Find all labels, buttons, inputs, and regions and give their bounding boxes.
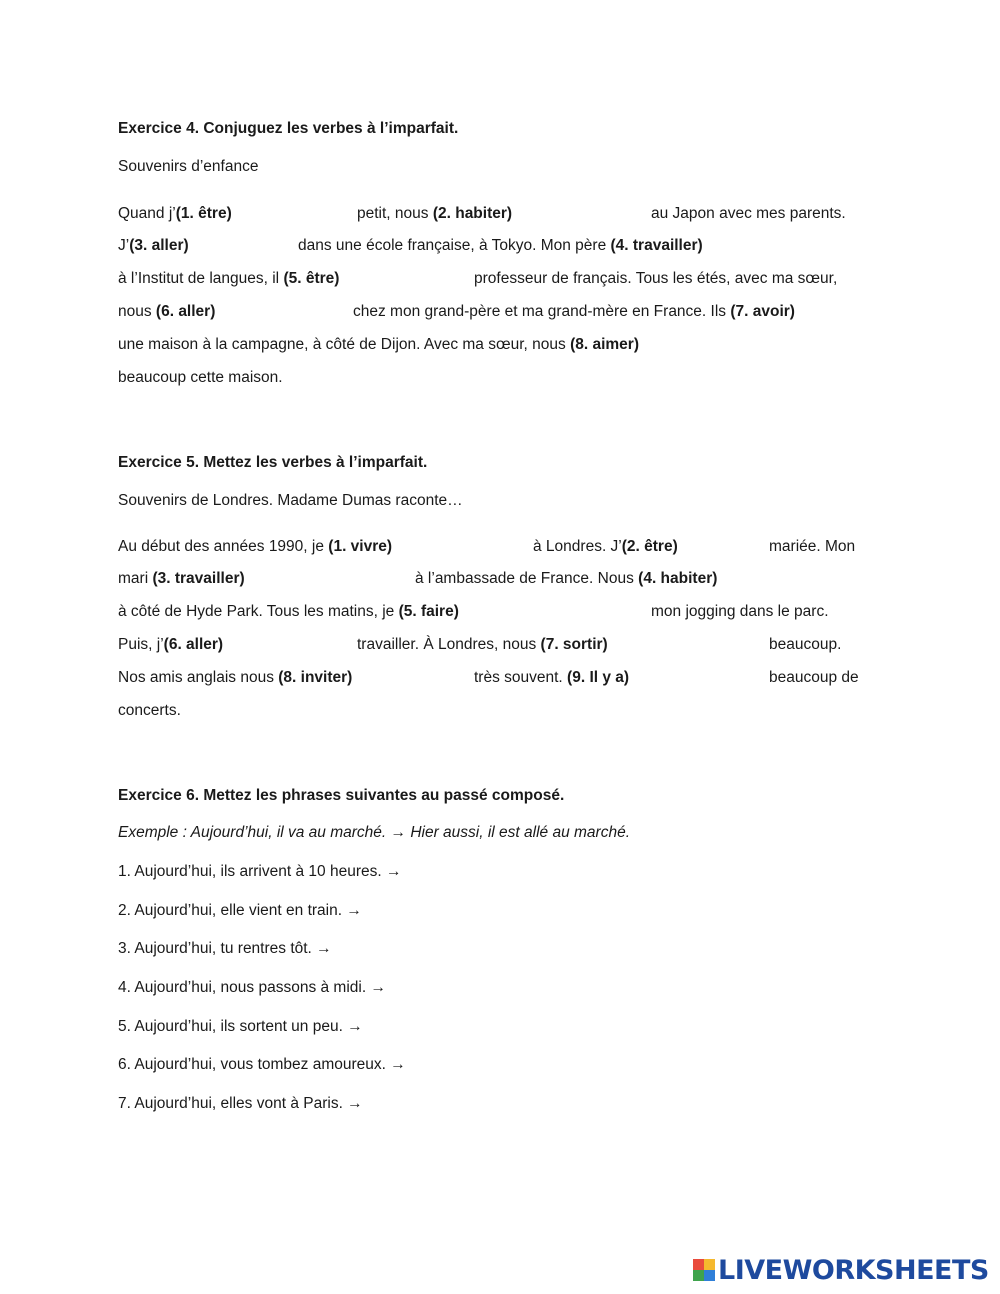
answer-blank[interactable] <box>430 978 870 998</box>
ex5-line-3b: mon jogging dans le parc. <box>651 603 829 620</box>
verb-prompt: (3. aller) <box>129 237 189 254</box>
text: J’ <box>118 237 130 254</box>
ex5-line-4 <box>118 635 223 655</box>
ex5-line-2b <box>415 569 717 589</box>
ex4-line-6: beaucoup cette maison. <box>118 369 283 386</box>
ex6-item: 5. Aujourd’hui, ils sortent un peu. → <box>118 1018 363 1035</box>
ex6-item: 2. Aujourd’hui, elle vient en train. → <box>118 902 362 919</box>
ex5-line-4b <box>357 635 608 655</box>
ex5-line-5 <box>118 668 352 688</box>
logo-square-icon <box>704 1259 715 1270</box>
ex5-line-1b <box>533 537 678 557</box>
text: une maison à la campagne, à côté de Dijon. Avec ma sœur, nous <box>118 336 571 353</box>
verb-prompt: (8. aimer) <box>570 336 639 353</box>
text: à l’Institut de langues, il <box>118 270 284 287</box>
verb-prompt: (9. Il y a) <box>567 669 630 686</box>
answer-blank[interactable] <box>200 236 292 256</box>
text: chez mon grand-père et ma grand-mère en France. Ils <box>353 303 731 320</box>
logo-mark-icon <box>693 1259 715 1281</box>
verb-prompt: (1. vivre) <box>328 538 393 555</box>
verb-prompt: (4. habiter) <box>638 570 718 587</box>
logo-text: LIVEWORKSHEETS <box>718 1254 989 1286</box>
ex6-item: 6. Aujourd’hui, vous tombez amoureux. → <box>118 1056 406 1073</box>
ex5-line-3 <box>118 602 459 622</box>
logo-square-icon <box>704 1270 715 1281</box>
liveworksheets-logo <box>693 1255 989 1285</box>
text: à l’ambassade de France. Nous <box>415 570 639 587</box>
ex6-example: Exemple : Aujourd’hui, il va au marché. → Hier aussi, il est allé au marché. <box>118 824 631 841</box>
text: nous <box>118 303 156 320</box>
ex5-line-6: concerts. <box>118 702 181 719</box>
logo-square-icon <box>693 1270 704 1281</box>
answer-blank[interactable] <box>496 602 644 622</box>
ex5-line-4c: beaucoup. <box>769 636 842 653</box>
ex4-subtitle: Souvenirs d’enfance <box>118 158 259 175</box>
verb-prompt: (4. travailler) <box>610 237 703 254</box>
text: travailler. À Londres, nous <box>357 636 541 653</box>
ex5-line-1c: mariée. Mon <box>769 538 856 555</box>
verb-prompt: (2. être) <box>621 538 678 555</box>
answer-blank[interactable] <box>700 335 850 355</box>
verb-prompt: (6. aller) <box>163 636 224 653</box>
verb-prompt: (6. aller) <box>155 303 216 320</box>
ex5-line-2 <box>118 569 245 589</box>
logo-square-icon <box>693 1259 704 1270</box>
ex4-line-3b: professeur de français. Tous les étés, avec ma sœur, <box>474 270 838 287</box>
answer-blank[interactable] <box>450 1055 870 1075</box>
answer-blank[interactable] <box>382 668 468 688</box>
answer-blank[interactable] <box>536 204 644 224</box>
answer-blank[interactable] <box>240 635 350 655</box>
ex5-line-5c: beaucoup de <box>769 669 859 686</box>
answer-blank[interactable] <box>400 901 870 921</box>
ex6-item: 1. Aujourd’hui, ils arrivent à 10 heures. → <box>118 863 402 880</box>
answer-blank[interactable] <box>755 569 870 589</box>
verb-prompt: (7. sortir) <box>540 636 608 653</box>
text: à côté de Hyde Park. Tous les matins, je <box>118 603 399 620</box>
answer-blank[interactable] <box>372 269 468 289</box>
verb-prompt: (5. faire) <box>398 603 459 620</box>
ex4-line-5 <box>118 335 639 355</box>
answer-blank[interactable] <box>650 668 762 688</box>
verb-prompt: (1. être) <box>175 205 232 222</box>
answer-blank[interactable] <box>264 569 408 589</box>
text: Puis, j’ <box>118 636 164 653</box>
ex4-heading: Exercice 4. Conjuguez les verbes à l’imparfait. <box>118 120 459 137</box>
verb-prompt: (7. avoir) <box>730 303 795 320</box>
ex4-line-1b <box>357 204 512 224</box>
text: très souvent. <box>474 669 568 686</box>
answer-blank[interactable] <box>370 939 870 959</box>
text: Au début des années 1990, je <box>118 538 329 555</box>
ex6-item: 4. Aujourd’hui, nous passons à midi. → <box>118 979 386 996</box>
text: Nos amis anglais nous <box>118 669 279 686</box>
ex6-item: 3. Aujourd’hui, tu rentres tôt. → <box>118 940 332 957</box>
ex5-subtitle: Souvenirs de Londres. Madame Dumas raconte… <box>118 492 463 509</box>
ex4-line-1c: au Japon avec mes parents. <box>651 205 846 222</box>
ex4-line-3 <box>118 269 339 289</box>
ex4-line-1 <box>118 204 232 224</box>
ex6-item: 7. Aujourd’hui, elles vont à Paris. → <box>118 1095 363 1112</box>
ex5-heading: Exercice 5. Mettez les verbes à l’imparfait. <box>118 454 428 471</box>
ex5-line-1 <box>118 537 392 557</box>
ex4-line-4b <box>353 302 795 322</box>
text: Quand j’ <box>118 205 176 222</box>
answer-blank[interactable] <box>638 635 762 655</box>
text: à Londres. J’ <box>533 538 622 555</box>
verb-prompt: (5. être) <box>283 270 340 287</box>
answer-blank[interactable] <box>250 204 350 224</box>
answer-blank[interactable] <box>422 537 526 557</box>
answer-blank[interactable] <box>696 537 762 557</box>
verb-prompt: (2. habiter) <box>432 205 513 222</box>
text: dans une école française, à Tokyo. Mon père <box>298 237 611 254</box>
answer-blank[interactable] <box>405 1017 870 1037</box>
text: mari <box>118 570 153 587</box>
answer-blank[interactable] <box>842 302 882 322</box>
answer-blank[interactable] <box>750 236 870 256</box>
answer-blank[interactable] <box>400 1094 870 1114</box>
ex4-line-2b <box>298 236 703 256</box>
ex5-line-5b <box>474 668 629 688</box>
ex6-heading: Exercice 6. Mettez les phrases suivantes au passé composé. <box>118 787 565 804</box>
verb-prompt: (3. travailler) <box>152 570 245 587</box>
ex4-line-4 <box>118 302 215 322</box>
ex4-line-2 <box>118 236 189 256</box>
verb-prompt: (8. inviter) <box>278 669 353 686</box>
answer-blank[interactable] <box>232 302 346 322</box>
text: petit, nous <box>357 205 433 222</box>
answer-blank[interactable] <box>440 862 870 882</box>
